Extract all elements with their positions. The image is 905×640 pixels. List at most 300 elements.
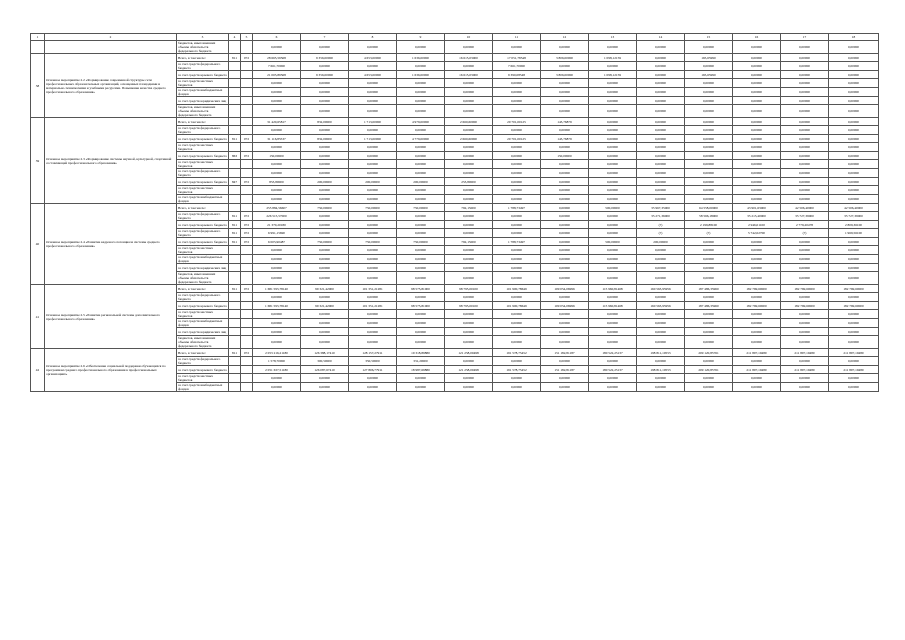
amount-cell: 0,00000 <box>493 178 541 186</box>
amount-cell: 1 969,56100 <box>829 229 879 238</box>
amount-cell: 0,00000 <box>829 383 879 392</box>
amount-cell: 0,00000 <box>397 221 445 229</box>
amount-cell: 0,00000 <box>253 169 301 178</box>
amount-cell: 0,00000 <box>733 319 781 328</box>
funding-source: за счет средств краевого бюджета <box>178 222 227 227</box>
admin-code <box>229 41 241 54</box>
amount-cell: 0,00000 <box>685 143 733 152</box>
amount-cell: 200,00000 <box>301 178 349 186</box>
amount-cell: 0,00000 <box>637 264 685 272</box>
amount-cell: 0,00000 <box>445 264 493 272</box>
amount-cell: 750,00000 <box>349 204 397 212</box>
amount-cell: 101 351,21281 <box>349 285 397 293</box>
amount-cell: 0,00000 <box>541 186 589 195</box>
amount-cell: 180 522,25137 <box>589 366 637 374</box>
amount-cell: 35 727,39000 <box>781 212 829 221</box>
funding-source: за счет средств местных бюджетов <box>177 310 229 319</box>
admin-code <box>229 336 241 349</box>
amount-cell: 0,00000 <box>829 135 879 143</box>
amount-cell: 1 098,12159 <box>589 54 637 62</box>
amount-cell: 0,00000 <box>637 178 685 186</box>
amount-cell: 0,00000 <box>301 195 349 204</box>
amount-cell: 0,00000 <box>397 97 445 105</box>
amount-cell: 0,00000 <box>253 195 301 204</box>
amount-cell: 126 087,67410 <box>301 366 349 374</box>
amount-cell: 0,00000 <box>445 246 493 255</box>
amount-cell: 0,00000 <box>829 105 879 118</box>
amount-cell: 0,00000 <box>397 105 445 118</box>
amount-cell: 0,00000 <box>685 135 733 143</box>
section-code <box>241 195 253 204</box>
amount-cell: 0,00000 <box>445 255 493 264</box>
amount-cell: 0,00000 <box>301 246 349 255</box>
amount-cell: 0,00000 <box>493 169 541 178</box>
amount-cell: 0,00000 <box>349 79 397 88</box>
amount-cell: 0,00000 <box>541 328 589 336</box>
amount-cell: 0,00000 <box>589 374 637 383</box>
amount-cell: 0,00000 <box>541 310 589 319</box>
amount-cell: 101 900,78649 <box>493 302 541 310</box>
amount-cell: 0,00000 <box>541 238 589 246</box>
funding-source: за счет средств местных бюджетов <box>177 143 229 152</box>
amount-cell: 1 636,00000 <box>397 71 445 79</box>
amount-cell: 0,00000 <box>397 143 445 152</box>
amount-cell: 0,00000 <box>685 186 733 195</box>
amount-cell: 0,00000 <box>733 293 781 302</box>
amount-cell: 0,00000 <box>685 62 733 71</box>
amount-cell: 0,00000 <box>637 246 685 255</box>
amount-cell: 0,00000 <box>445 169 493 178</box>
amount-cell: 0,00000 <box>349 186 397 195</box>
admin-code <box>229 357 241 366</box>
amount-cell: 0,00000 <box>829 336 879 349</box>
column-number-11: 11 <box>493 34 541 41</box>
amount-cell: 0,00000 <box>541 319 589 328</box>
amount-cell: 0,00000 <box>397 383 445 392</box>
section-code <box>241 126 253 135</box>
funding-source: бюджетов, иных внешних объемы обязательств федерального бюджета <box>177 336 229 349</box>
amount-cell: 143,76879 <box>541 135 589 143</box>
amount-cell: 0,00000 <box>397 246 445 255</box>
amount-cell: 0,00000 <box>301 328 349 336</box>
amount-cell: 0,00000 <box>829 328 879 336</box>
amount-cell: 0,00000 <box>589 255 637 264</box>
amount-cell: 0,00000 <box>301 319 349 328</box>
funding-source: за счет средств юридических лиц <box>177 264 229 272</box>
amount-cell: 0,00000 <box>733 238 781 246</box>
amount-cell: 0,00000 <box>253 79 301 88</box>
section-code <box>241 374 253 383</box>
section-code <box>241 319 253 328</box>
admin-code <box>229 246 241 255</box>
amount-cell: 0,00000 <box>637 97 685 105</box>
amount-cell: 0,00000 <box>445 97 493 105</box>
amount-cell: 0,00000 <box>253 374 301 383</box>
amount-cell: 0,00000 <box>253 383 301 392</box>
section-code <box>241 97 253 105</box>
table-body <box>31 41 879 392</box>
column-number-13: 13 <box>589 34 637 41</box>
amount-cell: 0,00000 <box>445 272 493 285</box>
amount-cell: 0,00000 <box>493 310 541 319</box>
admin-code: 811 <box>229 221 241 229</box>
admin-code <box>229 160 241 169</box>
amount-cell: 0,00000 <box>301 336 349 349</box>
amount-cell: 0,00000 <box>541 97 589 105</box>
amount-cell: 0,00000 <box>781 71 829 79</box>
column-number-8: 8 <box>349 34 397 41</box>
section-code <box>241 79 253 88</box>
amount-cell: 0,00000 <box>685 374 733 383</box>
amount-cell: 0,00000 <box>829 62 879 71</box>
amount-cell: 0,00000 <box>733 135 781 143</box>
amount-cell: 0,00000 <box>637 143 685 152</box>
amount-cell: 19 318,89880 <box>397 349 445 357</box>
amount-cell: 0,00000 <box>349 152 397 160</box>
amount-cell: 0,00000 <box>829 264 879 272</box>
amount-cell: 0,00000 <box>493 160 541 169</box>
amount-cell: 0,00000 <box>541 204 589 212</box>
section-code: 072 <box>241 212 253 221</box>
amount-cell: 0,00000 <box>829 178 879 186</box>
amount-cell: 0,00000 <box>445 336 493 349</box>
measure-name: Основное мероприятие 2.5 «Развитие региональной системы дополнительного профессионального образования» <box>45 285 177 349</box>
amount-cell: 0,00000 <box>829 152 879 160</box>
amount-cell: 0,00000 <box>253 143 301 152</box>
amount-cell: 0,00000 <box>445 195 493 204</box>
amount-cell: 1 681 593,78140 <box>253 285 301 293</box>
amount-cell: 0,00000 <box>541 169 589 178</box>
column-number-2: 2 <box>45 34 177 41</box>
amount-cell: 0,00000 <box>589 169 637 178</box>
amount-cell: 0,00000 <box>829 41 879 54</box>
amount-cell: 0,00000 <box>637 71 685 79</box>
amount-cell: 182 769,60000 <box>829 302 879 310</box>
amount-cell: 0,00000 <box>253 126 301 135</box>
amount-cell: 0,00000 <box>301 374 349 383</box>
amount-cell: 0,00000 <box>781 186 829 195</box>
funding-source: бюджетов, иных внешних объемы обязательств федерального бюджета <box>177 272 229 285</box>
amount-cell: 0,00000 <box>253 336 301 349</box>
amount-cell: 0,00000 <box>493 105 541 118</box>
amount-cell: 42 506,40000 <box>829 204 879 212</box>
amount-cell: 0,00000 <box>541 212 589 221</box>
amount-cell: 0,00000 <box>685 264 733 272</box>
amount-cell: 792,15000 <box>445 238 493 246</box>
amount-cell: 0,00000 <box>589 383 637 392</box>
amount-cell: 0,00000 <box>589 272 637 285</box>
funding-source: за счет средств местных бюджетов <box>177 186 229 195</box>
amount-cell: 121 258,00498 <box>445 349 493 357</box>
amount-cell: 0,00000 <box>445 374 493 383</box>
amount-cell: 792,15000 <box>445 204 493 212</box>
amount-cell: 0,00000 <box>829 310 879 319</box>
amount-cell: 0,00000 <box>829 293 879 302</box>
amount-cell: 0,00000 <box>349 97 397 105</box>
amount-cell: 0,00000 <box>493 328 541 336</box>
amount-cell: 0,00000 <box>685 310 733 319</box>
amount-cell: 0,00000 <box>349 195 397 204</box>
amount-cell: 0,00000 <box>685 160 733 169</box>
amount-cell: 0,00000 <box>397 126 445 135</box>
amount-cell: 0,00000 <box>349 62 397 71</box>
amount-cell: 0,00000 <box>781 293 829 302</box>
amount-cell: 0,00000 <box>301 169 349 178</box>
block-number <box>31 41 45 54</box>
amount-cell: 0,00000 <box>637 152 685 160</box>
amount-cell: 0,00000 <box>685 272 733 285</box>
amount-cell: 0,00000 <box>493 41 541 54</box>
amount-cell: 0,00000 <box>685 383 733 392</box>
amount-cell: 0,00000 <box>445 212 493 221</box>
amount-cell: 0,00000 <box>781 152 829 160</box>
amount-cell: 0,00000 <box>829 272 879 285</box>
column-number-row <box>31 34 879 41</box>
admin-code <box>229 319 241 328</box>
amount-cell: 35 213,40000 <box>733 212 781 221</box>
amount-cell: 98 795,00100 <box>445 285 493 293</box>
amount-cell: 0,00000 <box>829 79 879 88</box>
amount-cell: 0,00000 <box>493 88 541 97</box>
section-code <box>241 71 253 79</box>
amount-cell: 0,00000 <box>733 105 781 118</box>
funding-source: за счет средств федерального бюджета <box>177 62 229 71</box>
funding-source: Всего, в том числе: <box>177 285 229 293</box>
amount-cell: 0,00000 <box>253 105 301 118</box>
amount-cell: 0,00000 <box>445 328 493 336</box>
amount-cell: 0,00000 <box>301 272 349 285</box>
amount-cell: 211 897,19480 <box>829 366 879 374</box>
amount-cell: 0,00000 <box>781 79 829 88</box>
amount-cell: 160 563,95956 <box>637 302 685 310</box>
amount-cell: 200,00000 <box>349 178 397 186</box>
amount-cell: 0,00000 <box>493 126 541 135</box>
amount-cell: 0,00000 <box>253 272 301 285</box>
amount-cell: 1 713,00000 <box>349 118 397 126</box>
amount-cell: 0,00000 <box>541 336 589 349</box>
amount-cell: 0,00000 <box>349 383 397 392</box>
amount-cell: 0,00000 <box>541 41 589 54</box>
admin-code: 811 <box>229 212 241 221</box>
amount-cell: 0,00000 <box>781 357 829 366</box>
section-code <box>241 105 253 118</box>
amount-cell: 0,00000 <box>349 169 397 178</box>
amount-cell: 0,00000 <box>589 160 637 169</box>
amount-cell: 99 321,42000 <box>301 285 349 293</box>
amount-cell: 0,00000 <box>589 79 637 88</box>
amount-cell: 31 116,85537 <box>253 135 301 143</box>
amount-cell: 99 321,42000 <box>301 302 349 310</box>
section-code: 072 <box>241 152 253 160</box>
amount-cell: 0,00000 <box>637 169 685 178</box>
amount-cell: 0,00000 <box>301 97 349 105</box>
amount-cell: 0,00000 <box>733 264 781 272</box>
amount-cell: 0,00000 <box>589 105 637 118</box>
amount-cell: 0,00000 <box>301 105 349 118</box>
amount-cell: 0,00000 <box>349 310 397 319</box>
amount-cell: 2 809,36100 <box>829 221 879 229</box>
amount-cell: 2 779,20478 <box>781 221 829 229</box>
amount-cell: 0,00000 <box>733 328 781 336</box>
column-number-10: 10 <box>445 34 493 41</box>
amount-cell: 750,00000 <box>349 238 397 246</box>
section-code: 072 <box>241 135 253 143</box>
amount-cell: 0,00000 <box>637 118 685 126</box>
amount-cell: 0,00000 <box>733 79 781 88</box>
amount-cell: 1 681 593,78140 <box>253 302 301 310</box>
amount-cell: 64 558,00000 <box>685 204 733 212</box>
admin-code <box>229 79 241 88</box>
amount-cell: 182 769,60000 <box>733 285 781 293</box>
funding-source: за счет средств местных бюджетов <box>177 374 229 383</box>
section-code <box>241 160 253 169</box>
section-code <box>241 302 253 310</box>
amount-cell: 0,00000 <box>253 310 301 319</box>
amount-cell: 0,00000 <box>349 212 397 221</box>
admin-code <box>229 169 241 178</box>
admin-code <box>229 264 241 272</box>
admin-code <box>229 302 241 310</box>
amount-cell: 0,00000 <box>541 126 589 135</box>
admin-code <box>229 62 241 71</box>
table-row <box>31 41 879 54</box>
funding-source: за счет средств юридических лиц <box>177 328 229 336</box>
amount-cell: 0,00000 <box>829 143 879 152</box>
amount-cell: 0,00000 <box>397 152 445 160</box>
amount-cell: 0,00000 <box>349 143 397 152</box>
funding-source: за счет средств местных бюджетов <box>177 246 229 255</box>
amount-cell: 0,00000 <box>685 152 733 160</box>
amount-cell: 209 120,85761 <box>685 349 733 357</box>
amount-cell: 0,00000 <box>253 97 301 105</box>
amount-cell: 0,00000 <box>253 255 301 264</box>
amount-cell: 0,00000 <box>301 221 349 229</box>
amount-cell: 0,00000 <box>685 88 733 97</box>
funding-source: за счет средств местных бюджетов <box>177 160 229 169</box>
amount-cell: 0,00000 <box>445 79 493 88</box>
amount-cell: 16 615,03000 <box>445 71 493 79</box>
funding-source: Всего, в том числе: <box>177 349 229 357</box>
amount-cell: 2 053 216,21180 <box>253 349 301 357</box>
amount-cell: 115 960,81468 <box>589 302 637 310</box>
amount-cell: 0,00000 <box>589 357 637 366</box>
amount-cell: 0,00000 <box>493 212 541 221</box>
amount-cell: 0,00000 <box>733 160 781 169</box>
amount-cell: 2 051 637,51180 <box>253 366 301 374</box>
amount-cell: 0,00000 <box>349 126 397 135</box>
amount-cell: 0,00000 <box>397 160 445 169</box>
amount-cell: 500,00000 <box>589 204 637 212</box>
amount-cell: 0,00000 <box>781 264 829 272</box>
column-number-6: 6 <box>253 34 301 41</box>
amount-cell: 17 051,78548 <box>493 54 541 62</box>
amount-cell: 0,00000 <box>541 246 589 255</box>
amount-cell: 151 182,81187 <box>541 349 589 357</box>
amount-cell: 0,00000 <box>637 319 685 328</box>
amount-cell: 0,00000 <box>541 383 589 392</box>
amount-cell: 0,00000 <box>685 79 733 88</box>
amount-cell: 0,00000 <box>541 264 589 272</box>
amount-cell: 0,00000 <box>253 319 301 328</box>
section-code <box>241 328 253 336</box>
admin-code: 811 <box>229 229 241 238</box>
amount-cell: 0,00000 <box>493 264 541 272</box>
amount-cell: 0,00000 <box>445 160 493 169</box>
amount-cell: 2 660,60000 <box>445 135 493 143</box>
column-number-12: 12 <box>541 34 589 41</box>
amount-cell: 98 575,81000 <box>397 302 445 310</box>
amount-cell: 0,00000 <box>781 169 829 178</box>
amount-cell: 0,00000 <box>253 293 301 302</box>
column-number-17: 17 <box>781 34 829 41</box>
admin-code <box>229 255 241 264</box>
amount-cell: 0,00000 <box>637 293 685 302</box>
amount-cell: 0,00000 <box>589 62 637 71</box>
amount-cell: 1 713,00000 <box>349 135 397 143</box>
amount-cell: 0,00000 <box>781 195 829 204</box>
amount-cell: 2 660,60000 <box>445 118 493 126</box>
amount-cell: 209 120,85761 <box>685 366 733 374</box>
amount-cell: 0,00000 <box>589 229 637 238</box>
funding-source: за счет средств юридических лиц <box>177 97 229 105</box>
amount-cell: 0,00000 <box>829 126 879 135</box>
amount-cell: 750,00000 <box>301 238 349 246</box>
amount-cell: 226 515,57000 <box>253 212 301 221</box>
amount-cell: 0,00000 <box>685 169 733 178</box>
amount-cell: 0,00000 <box>733 336 781 349</box>
amount-cell: 0,00000 <box>349 328 397 336</box>
amount-cell: 0,00000 <box>253 186 301 195</box>
amount-cell: 0,00000 <box>397 374 445 383</box>
amount-cell: 0,00000 <box>733 255 781 264</box>
amount-cell: 0,00000 <box>349 319 397 328</box>
funding-source: за счет средств федерального бюджета <box>177 293 229 302</box>
amount-cell: 750,00000 <box>397 238 445 246</box>
amount-cell: 98 575,81000 <box>397 285 445 293</box>
section-code <box>241 366 253 374</box>
amount-cell: 0,00000 <box>589 319 637 328</box>
amount-cell: 7 661,70000 <box>493 62 541 71</box>
amount-cell: 121 258,00498 <box>445 366 493 374</box>
amount-cell: 0,00000 <box>493 143 541 152</box>
amount-cell: 0,00000 <box>493 97 541 105</box>
amount-cell: 0,00000 <box>493 152 541 160</box>
budget-table <box>30 33 879 392</box>
amount-cell: 0,00000 <box>541 272 589 285</box>
amount-cell: 126 388,17410 <box>301 349 349 357</box>
table-row <box>31 349 879 357</box>
amount-cell: 0,00000 <box>397 41 445 54</box>
amount-cell: 0,00000 <box>733 97 781 105</box>
admin-code <box>229 310 241 319</box>
block-number: 39 <box>31 118 45 204</box>
funding-source: за счет средств краевого бюджета <box>178 303 227 308</box>
amount-cell: 832,00000 <box>301 135 349 143</box>
amount-cell: 0,00000 <box>349 255 397 264</box>
admin-code <box>229 374 241 383</box>
amount-cell: 191 578,75452 <box>493 349 541 357</box>
amount-cell: 20 701,00125 <box>493 135 541 143</box>
admin-code <box>229 272 241 285</box>
amount-cell: 0,00000 <box>445 41 493 54</box>
amount-cell: 0,00000 <box>733 186 781 195</box>
amount-cell: 0,00000 <box>301 41 349 54</box>
admin-code <box>229 118 241 126</box>
column-number-15: 15 <box>685 34 733 41</box>
section-code <box>241 255 253 264</box>
amount-cell: 350,50000 <box>349 357 397 366</box>
amount-cell: 0,00000 <box>301 293 349 302</box>
